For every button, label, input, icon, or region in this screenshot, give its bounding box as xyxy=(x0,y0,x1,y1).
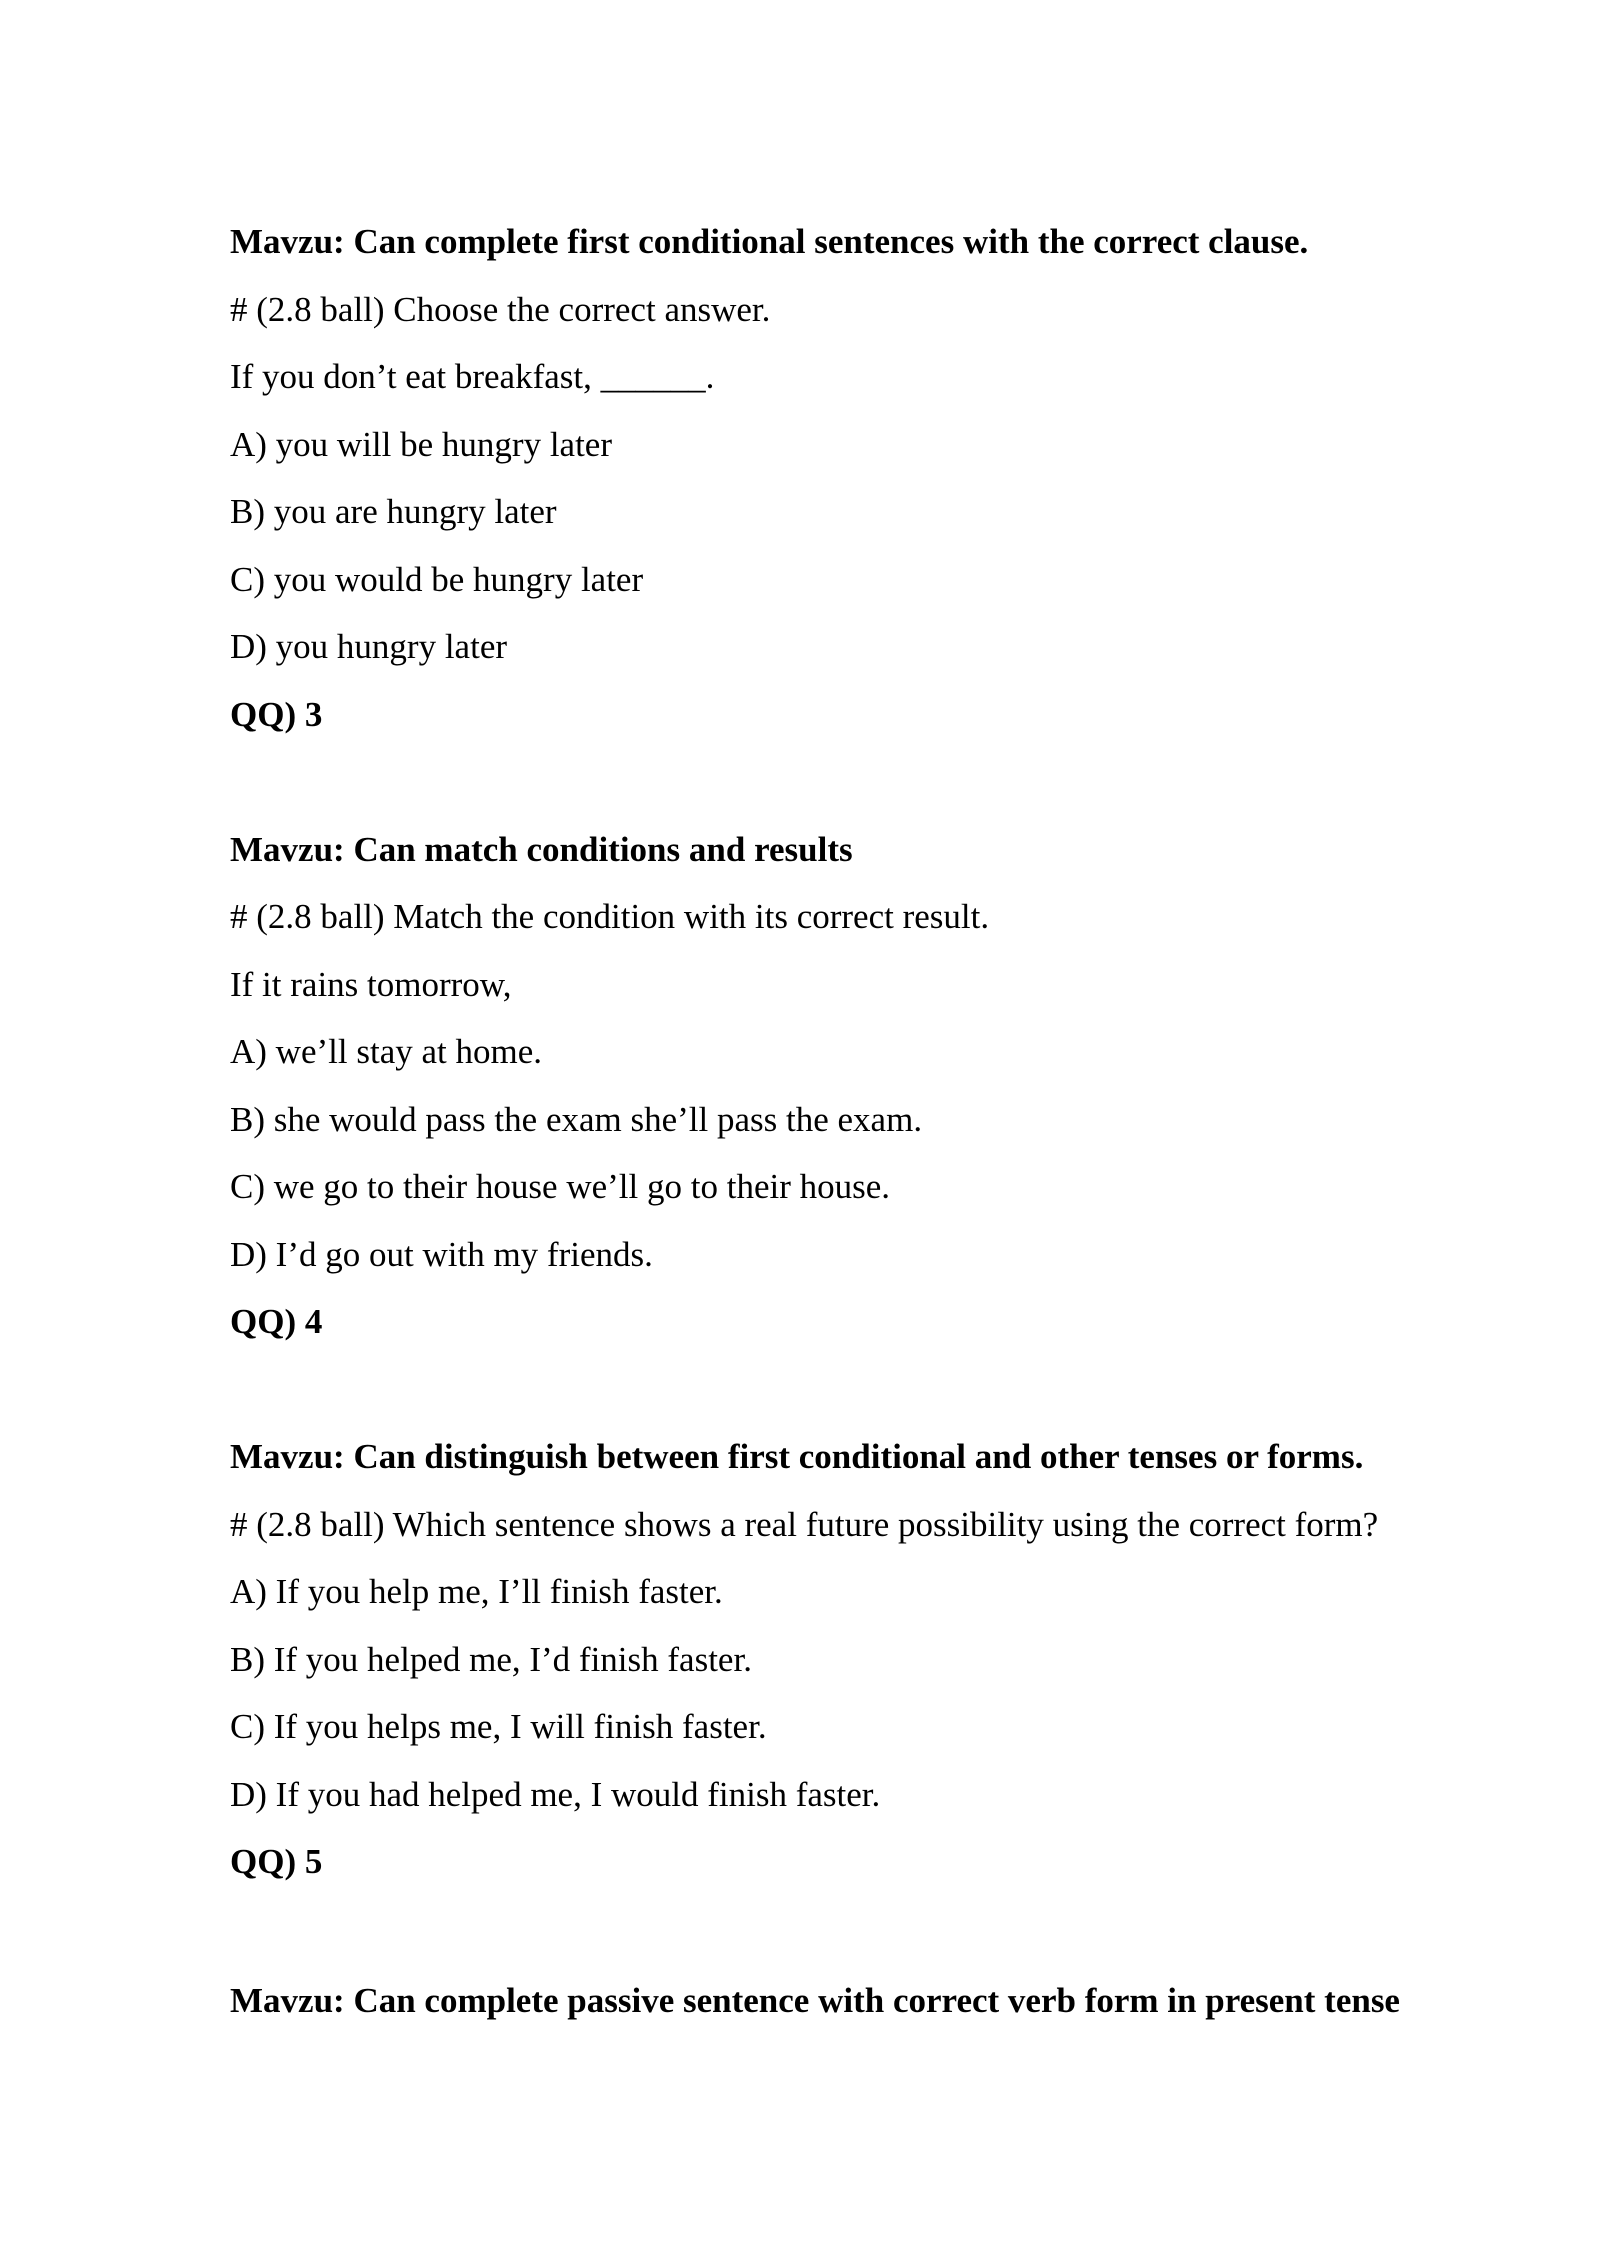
answer-option-d: D) I’d go out with my friends. xyxy=(230,1234,653,1274)
topic-heading: Mavzu: Can distinguish between first conditional and other tenses or forms. xyxy=(230,1437,1364,1476)
spacer xyxy=(230,762,1530,830)
document-body xyxy=(230,222,1530,2052)
question-instruction: # (2.8 ball) Which sentence shows a real future possibility using the correct form? xyxy=(230,1504,1379,1544)
spacer xyxy=(230,1370,1530,1438)
topic-heading: Mavzu: Can match conditions and results xyxy=(230,829,853,869)
answer-option-d: D) If you had helped me, I would finish faster. xyxy=(230,1774,881,1814)
question-instruction: # (2.8 ball) Match the condition with its correct result. xyxy=(230,897,990,936)
answer-option-c: C) If you helps me, I will finish faster. xyxy=(230,1707,767,1746)
answer-option-c: C) we go to their house we’ll go to their house. xyxy=(230,1167,891,1206)
answer-option-b: B) she would pass the exam she’ll pass the exam. xyxy=(230,1099,923,1139)
question-instruction: # (2.8 ball) Choose the correct answer. xyxy=(230,289,771,329)
answer-option-b: B) you are hungry later xyxy=(230,492,557,531)
answer-option-c: C) you would be hungry later xyxy=(230,559,644,599)
answer-option-a: A) you will be hungry later xyxy=(230,424,612,464)
question-number: QQ) 3 xyxy=(230,694,323,734)
question-number: QQ) 4 xyxy=(230,1302,323,1341)
question-block xyxy=(230,1977,1530,2024)
question-block xyxy=(230,222,1530,735)
question-block xyxy=(230,830,1530,1343)
topic-heading: Mavzu: Can complete passive sentence with correct verb form in present tense xyxy=(230,1981,1400,2020)
spacer xyxy=(230,1910,1530,1978)
question-stem: If it rains tomorrow, xyxy=(230,964,512,1004)
question-number: QQ) 5 xyxy=(230,1842,323,1881)
answer-option-b: B) If you helped me, I’d finish faster. xyxy=(230,1639,752,1679)
answer-option-a: A) If you help me, I’ll finish faster. xyxy=(230,1572,723,1611)
answer-option-d: D) you hungry later xyxy=(230,627,508,666)
answer-option-a: A) we’ll stay at home. xyxy=(230,1032,542,1071)
topic-heading: Mavzu: Can complete first conditional sentences with the correct clause. xyxy=(230,222,1309,261)
question-stem: If you don’t eat breakfast, ______. xyxy=(230,357,715,396)
question-block xyxy=(230,1437,1530,1882)
